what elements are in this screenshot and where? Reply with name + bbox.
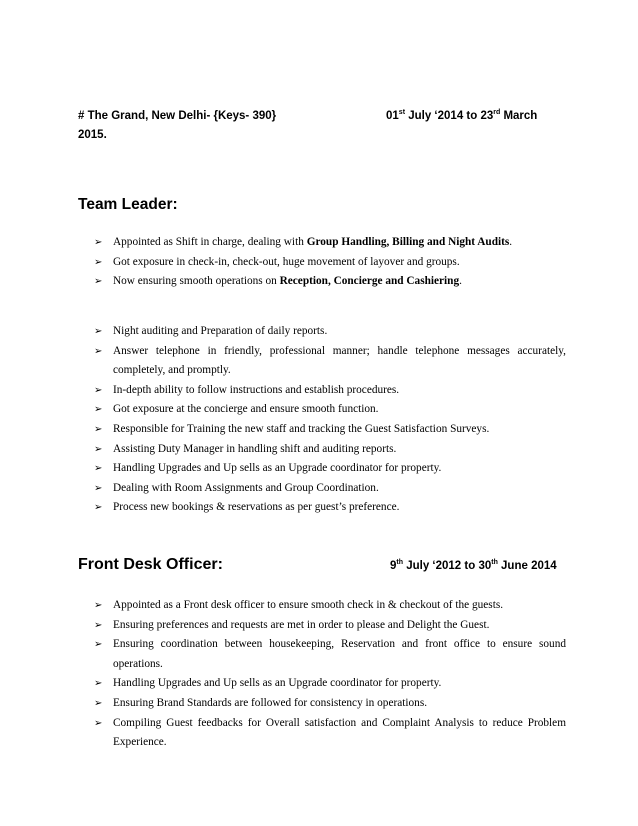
arrow-bullet-icon: ➢ xyxy=(94,276,103,288)
arrow-bullet-icon: ➢ xyxy=(94,326,103,337)
list-item-text: Responsible for Training the new staff and tracking the Guest Satisfaction Surveys. xyxy=(113,422,490,435)
arrow-bullet-icon: ➢ xyxy=(94,423,103,435)
list-item xyxy=(94,714,566,753)
list-item xyxy=(94,420,566,440)
arrow-bullet-icon: ➢ xyxy=(94,600,103,611)
list-item-text: Assisting Duty Manager in handling shift and auditing reports. xyxy=(113,442,397,455)
arrow-bullet-icon: ➢ xyxy=(94,639,103,651)
list-item xyxy=(94,272,566,292)
list-item-text: Night auditing and Preparation of daily reports. xyxy=(113,325,328,337)
list-item-text: . xyxy=(509,236,513,248)
list-item-text: Ensuring Brand Standards are followed for consistency in operations. xyxy=(113,696,428,709)
arrow-bullet-icon: ➢ xyxy=(94,404,103,416)
list-item xyxy=(94,635,566,674)
arrow-bullet-icon: ➢ xyxy=(94,443,103,455)
list-item-text: Got exposure in check-in, check-out, huge movement of layover and groups. xyxy=(113,255,460,268)
list-item-text: Ensuring coordination between housekeeping, Reservation and front office to ensure sound operations. xyxy=(113,638,566,670)
section-title-team-leader: Team Leader: xyxy=(78,196,178,213)
front-desk-list xyxy=(94,596,566,753)
bold-text: Group Handling, Billing and Night Audits xyxy=(306,236,510,248)
list-item-text: Handling Upgrades and Up sells as an Upgrade coordinator for property. xyxy=(113,462,442,475)
list-item xyxy=(94,400,566,420)
list-item xyxy=(94,479,566,499)
front-desk-dates: 9th July ‘2012 to 30th June 2014 xyxy=(390,559,557,572)
list-item xyxy=(94,694,566,714)
list-item-text: Process new bookings & reservations as per guest’s preference. xyxy=(113,501,400,514)
arrow-bullet-icon: ➢ xyxy=(94,717,103,729)
employment-header xyxy=(78,109,568,141)
list-item xyxy=(94,674,566,694)
list-item xyxy=(94,233,566,253)
list-item-text: Appointed as Shift in charge, dealing with xyxy=(113,236,307,248)
list-item-text: Got exposure at the concierge and ensure smooth function. xyxy=(113,403,379,416)
list-item-text: In-depth ability to follow instructions and establish procedures. xyxy=(113,383,400,396)
arrow-bullet-icon: ➢ xyxy=(94,678,103,690)
list-item-text: . xyxy=(459,275,462,288)
list-item xyxy=(94,459,566,479)
arrow-bullet-icon: ➢ xyxy=(94,697,103,709)
list-item-text: Now ensuring smooth operations on xyxy=(113,275,280,288)
list-item-text: Appointed as a Front desk officer to ensure smooth check in & checkout of the guests. xyxy=(113,599,504,611)
list-item-text: Dealing with Room Assignments and Group Coordination. xyxy=(113,481,379,494)
arrow-bullet-icon: ➢ xyxy=(94,256,103,268)
list-item-text: Answer telephone in friendly, professional manner; handle telephone messages accurately, completely, and promptly. xyxy=(113,344,566,377)
arrow-bullet-icon: ➢ xyxy=(94,502,103,514)
list-item-text: Handling Upgrades and Up sells as an Upgrade coordinator for property. xyxy=(113,677,442,690)
team-leader-list-b xyxy=(94,322,566,518)
employment-dates-continued: 2015. xyxy=(78,129,107,141)
arrow-bullet-icon: ➢ xyxy=(94,619,103,631)
employment-dates: 01st July ‘2014 to 23rd March xyxy=(386,109,538,122)
list-item-text: Ensuring preferences and requests are met in order to please and Delight the Guest. xyxy=(113,618,490,631)
team-leader-list-a xyxy=(94,233,566,292)
list-item xyxy=(94,596,566,616)
list-item xyxy=(94,342,566,381)
list-item xyxy=(94,381,566,401)
arrow-bullet-icon: ➢ xyxy=(94,463,103,475)
section-title-front-desk-officer: Front Desk Officer: xyxy=(78,556,223,573)
arrow-bullet-icon: ➢ xyxy=(94,384,103,396)
list-item xyxy=(94,440,566,460)
arrow-bullet-icon: ➢ xyxy=(94,345,103,357)
bold-text: Reception, Concierge and Cashiering xyxy=(279,275,460,288)
list-item xyxy=(94,616,566,636)
list-item xyxy=(94,253,566,273)
list-item xyxy=(94,498,566,518)
arrow-bullet-icon: ➢ xyxy=(94,482,103,494)
list-item-text: Compiling Guest feedbacks for Overall satisfaction and Complaint Analysis to reduce Problem Experience. xyxy=(113,716,566,749)
hotel-name: # The Grand, New Delhi- {Keys- 390} xyxy=(78,110,277,122)
arrow-bullet-icon: ➢ xyxy=(94,237,103,248)
list-item xyxy=(94,322,566,342)
